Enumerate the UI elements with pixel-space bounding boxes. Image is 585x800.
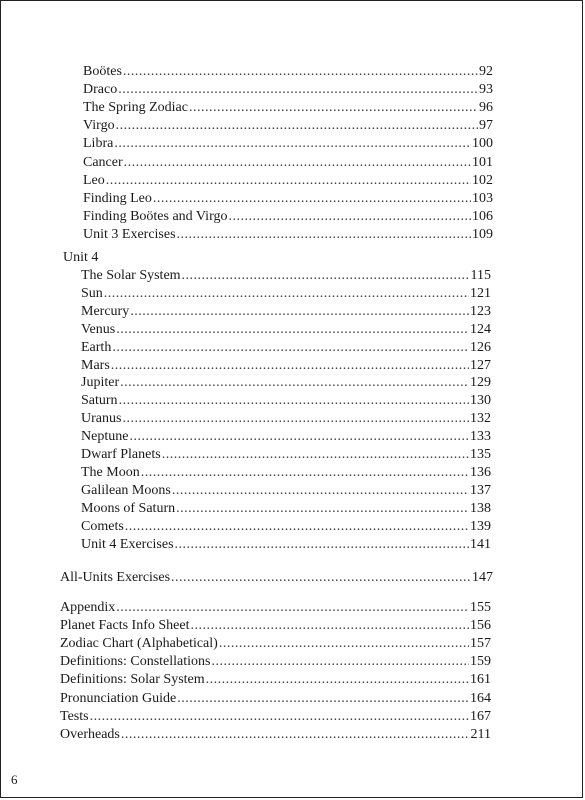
dot-leader — [112, 339, 469, 357]
toc-entry-label: Draco — [83, 82, 118, 98]
toc-entry-label: Planet Facts Info Sheet — [60, 618, 190, 634]
toc-entry-page: 96 — [479, 100, 493, 116]
dot-leader — [212, 653, 470, 671]
toc-entry-page: 101 — [472, 154, 493, 170]
toc-entry-page: 133 — [470, 429, 491, 445]
dot-leader — [175, 536, 469, 554]
toc-entry-label: Moons of Saturn — [81, 500, 176, 516]
toc-entry-label: Saturn — [81, 393, 118, 409]
toc-entry-label: Boötes — [83, 64, 122, 79]
toc-entry-label: All-Units Exercises — [60, 570, 171, 585]
toc-entry-page: 121 — [470, 285, 491, 301]
toc-entry-label: Appendix — [60, 600, 116, 615]
toc-entry-label: Finding Leo — [83, 190, 152, 206]
dot-leader — [176, 500, 469, 518]
toc-entry-label: Definitions: Solar System — [60, 672, 205, 688]
toc-entry-page: 132 — [470, 411, 491, 427]
dot-leader — [177, 690, 469, 708]
toc-entry-page: 147 — [472, 570, 493, 585]
toc-entry-appendix-6 — [60, 708, 491, 726]
dot-leader — [190, 617, 469, 635]
toc-entry-label: Cancer — [83, 154, 123, 170]
toc-entry-unit3-1 — [83, 81, 493, 99]
toc-entry-unit4-0 — [81, 267, 491, 285]
toc-entry-page: 161 — [470, 672, 491, 688]
dot-leader — [219, 635, 469, 653]
toc-entry-page: 130 — [470, 393, 491, 409]
toc-entry-unit3-0 — [83, 63, 493, 81]
toc-entry-unit4-1 — [81, 285, 491, 303]
toc-entry-label: Sun — [81, 285, 103, 301]
toc-entry-appendix-4 — [60, 671, 491, 689]
dot-leader — [177, 226, 471, 244]
toc-entry-page: 137 — [470, 482, 491, 498]
toc-entry-page: 157 — [470, 636, 491, 652]
toc-entry-label: Unit 3 Exercises — [83, 226, 176, 242]
dot-leader — [130, 303, 469, 321]
toc-entry-appendix-1 — [60, 617, 491, 635]
toc-entry-page: 123 — [470, 303, 491, 319]
dot-leader — [120, 374, 469, 392]
toc-entry-label: Mercury — [81, 303, 130, 319]
toc-entry-page: 106 — [472, 208, 493, 224]
toc-entry-page: 97 — [479, 118, 493, 134]
toc-entry-unit4-11 — [81, 464, 491, 482]
toc-entry-unit4-10 — [81, 446, 491, 464]
toc-entry-label: Pronunciation Guide — [60, 690, 177, 706]
toc-entry-label: Dwarf Planets — [81, 447, 161, 462]
toc-entry-label: Mars — [81, 357, 110, 373]
toc-entry-page: 100 — [472, 136, 493, 152]
toc-entry-appendix-2 — [60, 635, 491, 653]
toc-entry-appendix-7 — [60, 726, 491, 744]
dot-leader — [122, 410, 469, 428]
dot-leader — [111, 357, 469, 375]
toc-entry-page: 155 — [470, 600, 491, 615]
toc-entry-page: 164 — [470, 690, 491, 706]
toc-entry-page: 136 — [470, 464, 491, 480]
toc-entry-label: Neptune — [81, 429, 129, 445]
dot-leader — [119, 392, 469, 410]
toc-entry-unit4-12 — [81, 482, 491, 500]
toc-entry-unit4-14 — [81, 518, 491, 536]
toc-entry-page: 93 — [479, 82, 493, 98]
toc-entry-page: 126 — [470, 339, 491, 355]
toc-entry-label: Libra — [83, 136, 114, 152]
toc-entry-label: Unit 4 Exercises — [81, 536, 174, 552]
dot-leader — [90, 708, 469, 726]
toc-entry-page: 127 — [470, 357, 491, 373]
dot-leader — [121, 726, 470, 744]
toc-entry-label: The Solar System — [81, 268, 181, 283]
toc-entry-label: Venus — [81, 321, 116, 337]
toc-entry-label: Definitions: Constellations — [60, 654, 211, 670]
toc-entry-unit4-15 — [81, 536, 491, 554]
dot-leader — [106, 172, 471, 190]
toc-entry-label: Earth — [81, 339, 112, 355]
dot-leader — [162, 446, 469, 464]
toc-entry-label: Galilean Moons — [81, 482, 171, 498]
toc-entry-unit4-7 — [81, 392, 491, 410]
toc-entry-appendix-3 — [60, 653, 491, 671]
toc-entry-unit4-9 — [81, 428, 491, 446]
toc-entry-page: 103 — [472, 190, 493, 206]
dot-leader — [206, 671, 469, 689]
toc-entry-page: 109 — [472, 226, 493, 242]
toc-entry-unit4-2 — [81, 303, 491, 321]
toc-entry-page: 124 — [470, 321, 491, 337]
toc-entry-unit3-9 — [83, 226, 493, 244]
toc-entry-unit3-6 — [83, 172, 493, 190]
toc-entry-unit3-8 — [83, 208, 493, 226]
toc-entry-unit3-5 — [83, 154, 493, 172]
dot-leader — [125, 518, 469, 536]
toc-entry-unit4-6 — [81, 374, 491, 392]
dot-leader — [228, 208, 471, 226]
dot-leader — [123, 63, 478, 81]
toc-entry-label: Comets — [81, 518, 124, 534]
dot-leader — [129, 428, 469, 446]
toc-entry-label: Zodiac Chart (Alphabetical) — [60, 636, 218, 652]
dot-leader — [116, 599, 469, 617]
toc-entry-page: 102 — [472, 172, 493, 188]
toc-entry-unit3-3 — [83, 117, 493, 135]
toc-entry-page: 115 — [470, 268, 491, 283]
toc-entry-label: Overheads — [60, 726, 120, 742]
toc-entry-unit4-4 — [81, 339, 491, 357]
toc-entry-page: 139 — [470, 518, 491, 534]
dot-leader — [116, 321, 469, 339]
toc-entry-page: 167 — [470, 708, 491, 724]
toc-entry-appendix-0 — [60, 599, 491, 617]
toc-entry-page: 141 — [470, 536, 491, 552]
page-number: 6 — [11, 772, 18, 787]
toc-entry-label: The Moon — [81, 464, 140, 480]
unit-4-heading: Unit 4 — [63, 250, 99, 265]
dot-leader — [182, 267, 470, 285]
dot-leader — [189, 99, 478, 117]
toc-entry-page: 92 — [479, 64, 493, 79]
dot-leader — [114, 135, 471, 153]
dot-leader — [104, 285, 469, 303]
toc-entry-label: Leo — [83, 172, 105, 188]
toc-entry-unit3-4 — [83, 135, 493, 153]
dot-leader — [153, 190, 471, 208]
dot-leader — [141, 464, 469, 482]
dot-leader — [124, 154, 471, 172]
dot-leader — [116, 117, 478, 135]
toc-entry-all-units — [60, 569, 493, 587]
dot-leader — [171, 569, 471, 587]
toc-entry-unit4-3 — [81, 321, 491, 339]
toc-entry-label: Jupiter — [81, 375, 120, 391]
toc-entry-unit4-5 — [81, 357, 491, 375]
toc-entry-page: 135 — [470, 447, 491, 462]
toc-entry-label: Tests — [60, 708, 89, 724]
toc-entry-unit4-13 — [81, 500, 491, 518]
toc-entry-label: Uranus — [81, 411, 122, 427]
toc-entry-label: Finding Boötes and Virgo — [83, 208, 228, 224]
toc-entry-page: 211 — [470, 726, 491, 742]
toc-entry-label: The Spring Zodiac — [83, 100, 188, 116]
toc-entry-unit4-8 — [81, 410, 491, 428]
toc-entry-page: 156 — [470, 618, 491, 634]
toc-entry-appendix-5 — [60, 690, 491, 708]
toc-entry-page: 129 — [470, 375, 491, 391]
toc-entry-unit3-2 — [83, 99, 493, 117]
dot-leader — [118, 81, 478, 99]
dot-leader — [172, 482, 469, 500]
toc-entry-page: 159 — [470, 654, 491, 670]
toc-entry-label: Virgo — [83, 118, 115, 134]
toc-entry-unit3-7 — [83, 190, 493, 208]
toc-entry-page: 138 — [470, 500, 491, 516]
